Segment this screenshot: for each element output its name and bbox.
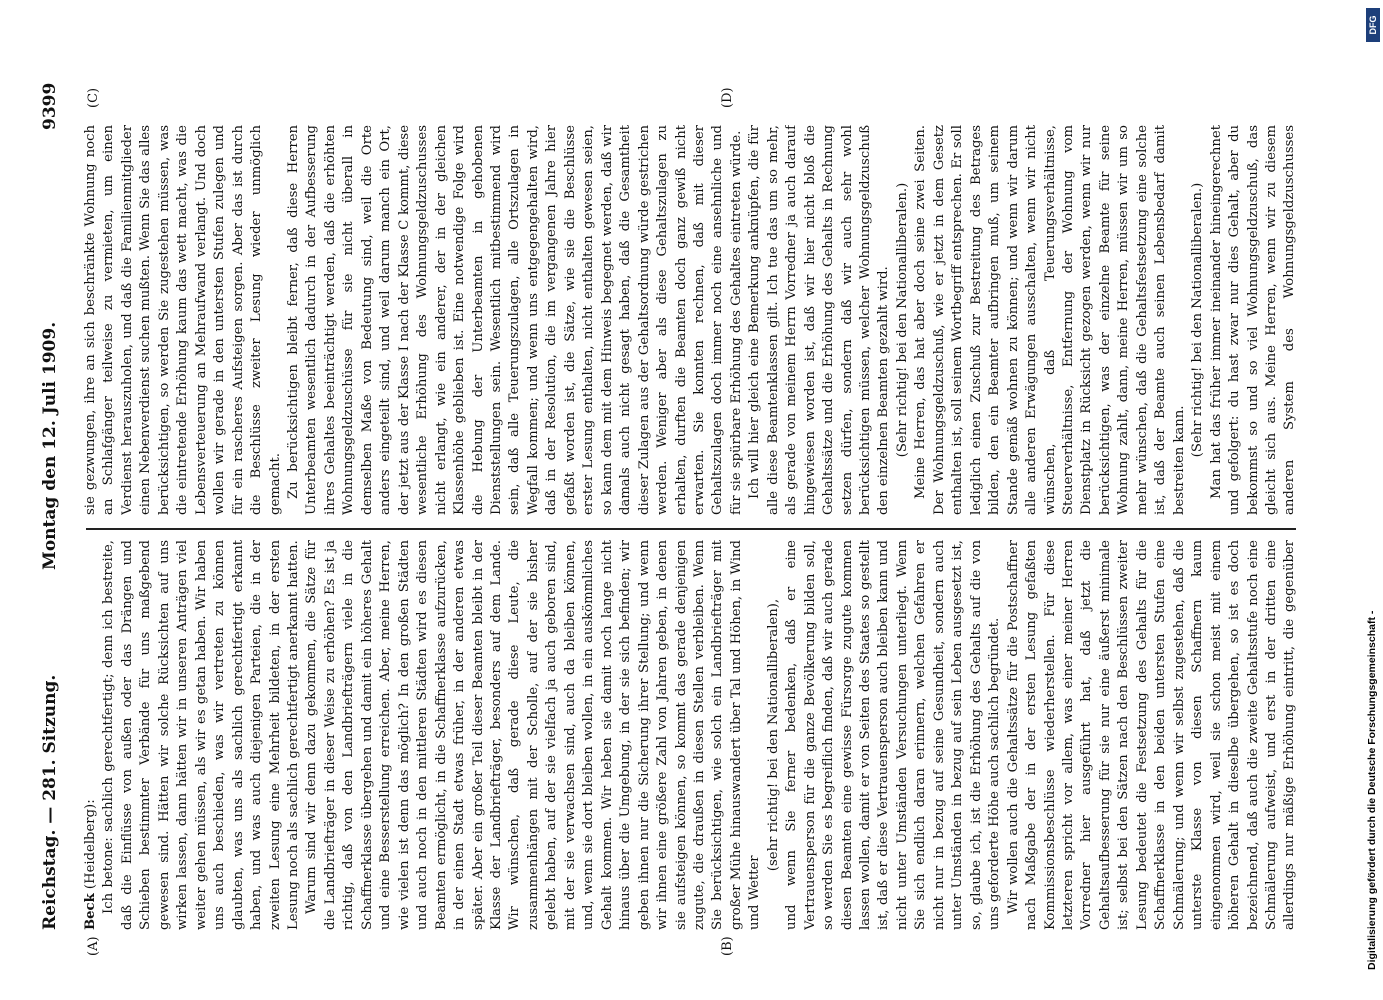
interjection: (sehr richtig! bei den Nationalliberalen), — [765, 598, 781, 872]
margin-mark-a: (A) — [86, 936, 101, 956]
header-date: Montag den 12. Juli 1909. — [40, 321, 60, 570]
newspaper-page — [20, 70, 1330, 970]
margin-mark-c: (C) — [86, 87, 101, 108]
paragraph: sie gezwungen, ihre an sich beschränkte Wohnung noch an Schlafgänger teilweise zu vermieten, um einen Verdienst herauszuholen, und daß die Familienmitglieder einen Nebenverdienst suchen mußten. Wenn Sie das alles berücksichtigen, so werden Sie zugestehen müssen, was die eintretende Erhöhung kaum das wett macht, was die Lebensverteuerung an Mehraufwand verlangt. Und doch wollen wir gerade in den untersten Stufen zulegen und für ein rascheres Aufsteigen sorgen. Aber das ist durch die Beschlüsse zweiter Lesung wieder unmöglich gemacht. — [83, 125, 283, 515]
margin-mark-d: (D) — [720, 87, 735, 108]
speaker-name: Beck — [83, 893, 98, 930]
paragraph: Man hat das früher immer ineinander hineingerechnet und gefolgert: du hast zwar nur dies Gehalt, aber du bekommst so und so viel Wohnungsgeldzuschuß, das gleicht sich aus. Meine Herren, wenn wir zu diesem anderen System des Wohnungsgeldzuschusses — [1208, 125, 1298, 515]
page-number: 9399 — [40, 82, 60, 130]
column-divider — [86, 528, 1296, 530]
paragraph: und wenn Sie ferner bedenken, daß er eine Vertrauensperson für die ganze Bevölkerung bilden soll, so werden Sie es begreiflich finden, daß wir auch gerade diesen Beamten eine gewisse Fürsorge zugute kommen lassen wollen, damit er von Seiten des Staates so gestellt ist, daß er diese Vertrauensperson auch bleiben kann und nicht unter Umständen Versuchungen unterliegt. Wenn Sie sich endlich daran erinnern, welchen Gefahren er nicht nur in bezug auf seine Gesundheit, sondern auch unter Umständen in bezug auf sein Leben ausgesetzt ist, so, glaube ich, ist die Erhöhung des Gehalts auf die von uns geforderte Höhe auch sachlich begründet. — [784, 540, 1003, 930]
header-left: Reichstag. — 281. Sitzung. — [40, 674, 60, 930]
interjection: (Sehr richtig! bei den Nationalliberalen.) — [894, 182, 910, 458]
speaker-place: (Heidelberg): — [83, 799, 98, 890]
paragraph: Meine Herren, das hat aber doch seine zwei Seiten. Der Wohnungsgeldzuschuß, wie er jetzt in dem Gesetz enthalten ist, soll seinem Wortbegriff entsprechen. Er soll lediglich einen Zuschuß zur Bestreitung des Betrages bilden, den ein Beamter aufbringen muß, um seinem Stande gemäß wohnen zu können; und wenn wir darum alle anderen Erwägungen ausschalten, wenn wir nicht wünschen, daß Teuerungsverhältnisse, Steuerverhältnisse, Entfernung der Wohnung vom Dienstplatz in Rücksicht gezogen werden, wenn wir nur berücksichtigen, was der einzelne Beamte für seine Wohnung zahlt, dann, meine Herren, müssen wir um so mehr wünschen, daß die Gehaltsfestsetzung eine solche ist, daß der Beamte auch seinen Lebensbedarf damit bestreiten kann. — [913, 125, 1187, 515]
left-column — [82, 540, 1302, 930]
dfg-logo — [1366, 8, 1380, 42]
paragraph: Ich betone: sachlich gerechtfertigt; denn ich bestreite, daß die Einflüsse von außen oder das Drängen und Schieben bestimmter Verbände für uns maßgebend gewesen sind. Hätten wir solche Rücksichten auf uns wirken lassen, dann hätten wir in unseren Anträgen viel weiter gehen müssen, als wir es getan haben. Wir haben uns auch beschieden, was wir vertreten zu können glaubten, was uns als sachlich gerechtfertigt erkannt haben, und was auch diejenigen Parteien, die in der zweiten Lesung eine Mehrheit bildeten, in der ersten Lesung noch als sachlich gerechtfertigt anerkannt hatten. — [101, 540, 301, 930]
paragraph: Warum sind wir denn dazu gekommen, die Sätze für die Landbriefträger in dieser Weise zu erhöhen? Es ist ja richtig, daß von den Landbriefträgern viele in die Schaffnerklasse übergehen und damit ein höheres Gehalt und eine Besserstellung erreichen. Aber, meine Herren, wie vielen ist denn das möglich? In den großen Städten und auch noch in den mittleren Städten wird es diesen Beamten ermöglicht, in die Schaffnerklasse aufzurücken, in der einen Stadt etwas früher, in der anderen etwas später. Aber ein großer Teil dieser Beamten bleibt in der Klasse der Landbriefträger, besonders auf dem Lande. Wir wünschen, daß gerade diese Leute, die zusammenhängen mit der Scholle, auf der sie bisher gelebt haben, auf der sie vielfach ja auch geboren sind, mit der sie verwachsen sind, auch da bleiben können, und, wenn sie dort bleiben wollen, in ein auskömmliches Gehalt kommen. Wir heben sie damit noch lange nicht hinaus über die Umgebung, in der sie sich befinden; wir geben ihnen nur die Sicherung ihrer Stellung; und wenn wir ihnen eine größere Zahl von Jahren geben, in denen sie aufsteigen können, so kommt das gerade denjenigen zugute, die draußen in diesen Stellen verbleiben. Wenn Sie berücksichtigen, wie solch ein Landbriefträger mit großer Mühe hinauswandert über Tal und Höhen, in Wind und Wetter — [304, 540, 763, 930]
speaker-line — [82, 540, 100, 930]
digitization-credit: Digitalisierung gefördert durch die Deutsche Forschungsgemeinschaft - — [1366, 610, 1378, 970]
dfg-logo-text: DFG — [1368, 15, 1378, 35]
interjection: (Sehr richtig! bei den Nationalliberalen.) — [1190, 182, 1206, 458]
paragraph: Zu berücksichtigen bleibt ferner, daß diese Herren Unterbeamten wesentlich dadurch in der Aufbesserung ihres Gehaltes beeinträchtigt werden, daß die erhöhten Wohnungsgeldzuschüsse für sie nicht überall in demselben Maße von Bedeutung sind, weil die Orte anders eingeteilt sind, und weil darum manch ein Ort, der jetzt aus der Klasse I nach der Klasse C kommt, diese wesentliche Erhöhung des Wohnungsgeldzuschusses nicht erlangt, wie ein anderer, der in der gleichen Klassenhöhe geblieben ist. Eine notwendige Folge wird die Hebung der Unterbeamten in gehobenen Dienststellungen sein. Wesentlich mitbestimmend wird sein, daß alle Teuerungszulagen, alle Ortszulagen in Wegfall kommen; und wenn uns entgegengehalten wird, daß in der Resolution, die im vergangenen Jahre hier gefaßt worden ist, die Sätze, wie sie die Beschlüsse erster Lesung enthalten, nicht enthalten gewesen seien, so kann dem mit dem Hinweis begegnet werden, daß wir damals auch nicht gesagt haben, daß die Gesamtheit dieser Zulagen aus der Gehaltsordnung würde gestrichen werden. Weniger aber als diese Gehaltszulagen zu erhalten, durften die Beamten doch ganz gewiß nicht erwarten. Sie konnten rechnen, daß mit dieser Gehaltszulagen doch immer noch eine ansehnliche und für sie spürbare Erhöhung des Gehaltes eintreten würde. — [285, 125, 744, 515]
right-column — [82, 125, 1302, 515]
margin-mark-b: (B) — [720, 936, 735, 956]
paragraph: Wir wollen auch die Gehaltssätze für die Postschaffner nach Maßgabe der in der ersten Lesung gefaßten Kommissionsbeschlüsse wiederherstellen. Für diese letzteren spricht vor allem, was einer meiner Herren Vorredner hier ausgeführt hat, daß jetzt die Gehaltsaufbesserung für sie nur eine äußerst minimale ist; selbst bei den Sätzen nach den Beschlüssen zweiter Lesung bedeutet die Festsetzung des Gehalts für die Schaffnerklasse in den beiden untersten Stufen eine Schmälerung; und wenn wir selbst zugestehen, daß die unterste Klasse von diesen Schaffnern kaum eingenommen wird, weil sie schon meist mit einem höheren Gehalt in dieselbe übergehen, so ist es doch bezeichnend, daß auch die zweite Gehaltsstufe noch eine Schmälerung aufweist, und erst in der dritten eine allerdings nur mäßige Erhöhung eintritt, die gegenüber — [1005, 540, 1298, 930]
paragraph: Ich will hier gleich eine Bemerkung anknüpfen, die für alle diese Beamtenklassen gilt. Ich tue das um so mehr, als gerade von meinem Herrn Vorredner ja auch darauf hingewiesen worden ist, daß wir hier nicht bloß die Gehaltssätze und die Erhöhung des Gehalts in Rechnung setzen dürfen, sondern daß wir auch sehr wohl berücksichtigen müssen, welcher Wohnungsgeldzuschuß den einzelnen Beamten gezahlt wird. — [747, 125, 892, 515]
